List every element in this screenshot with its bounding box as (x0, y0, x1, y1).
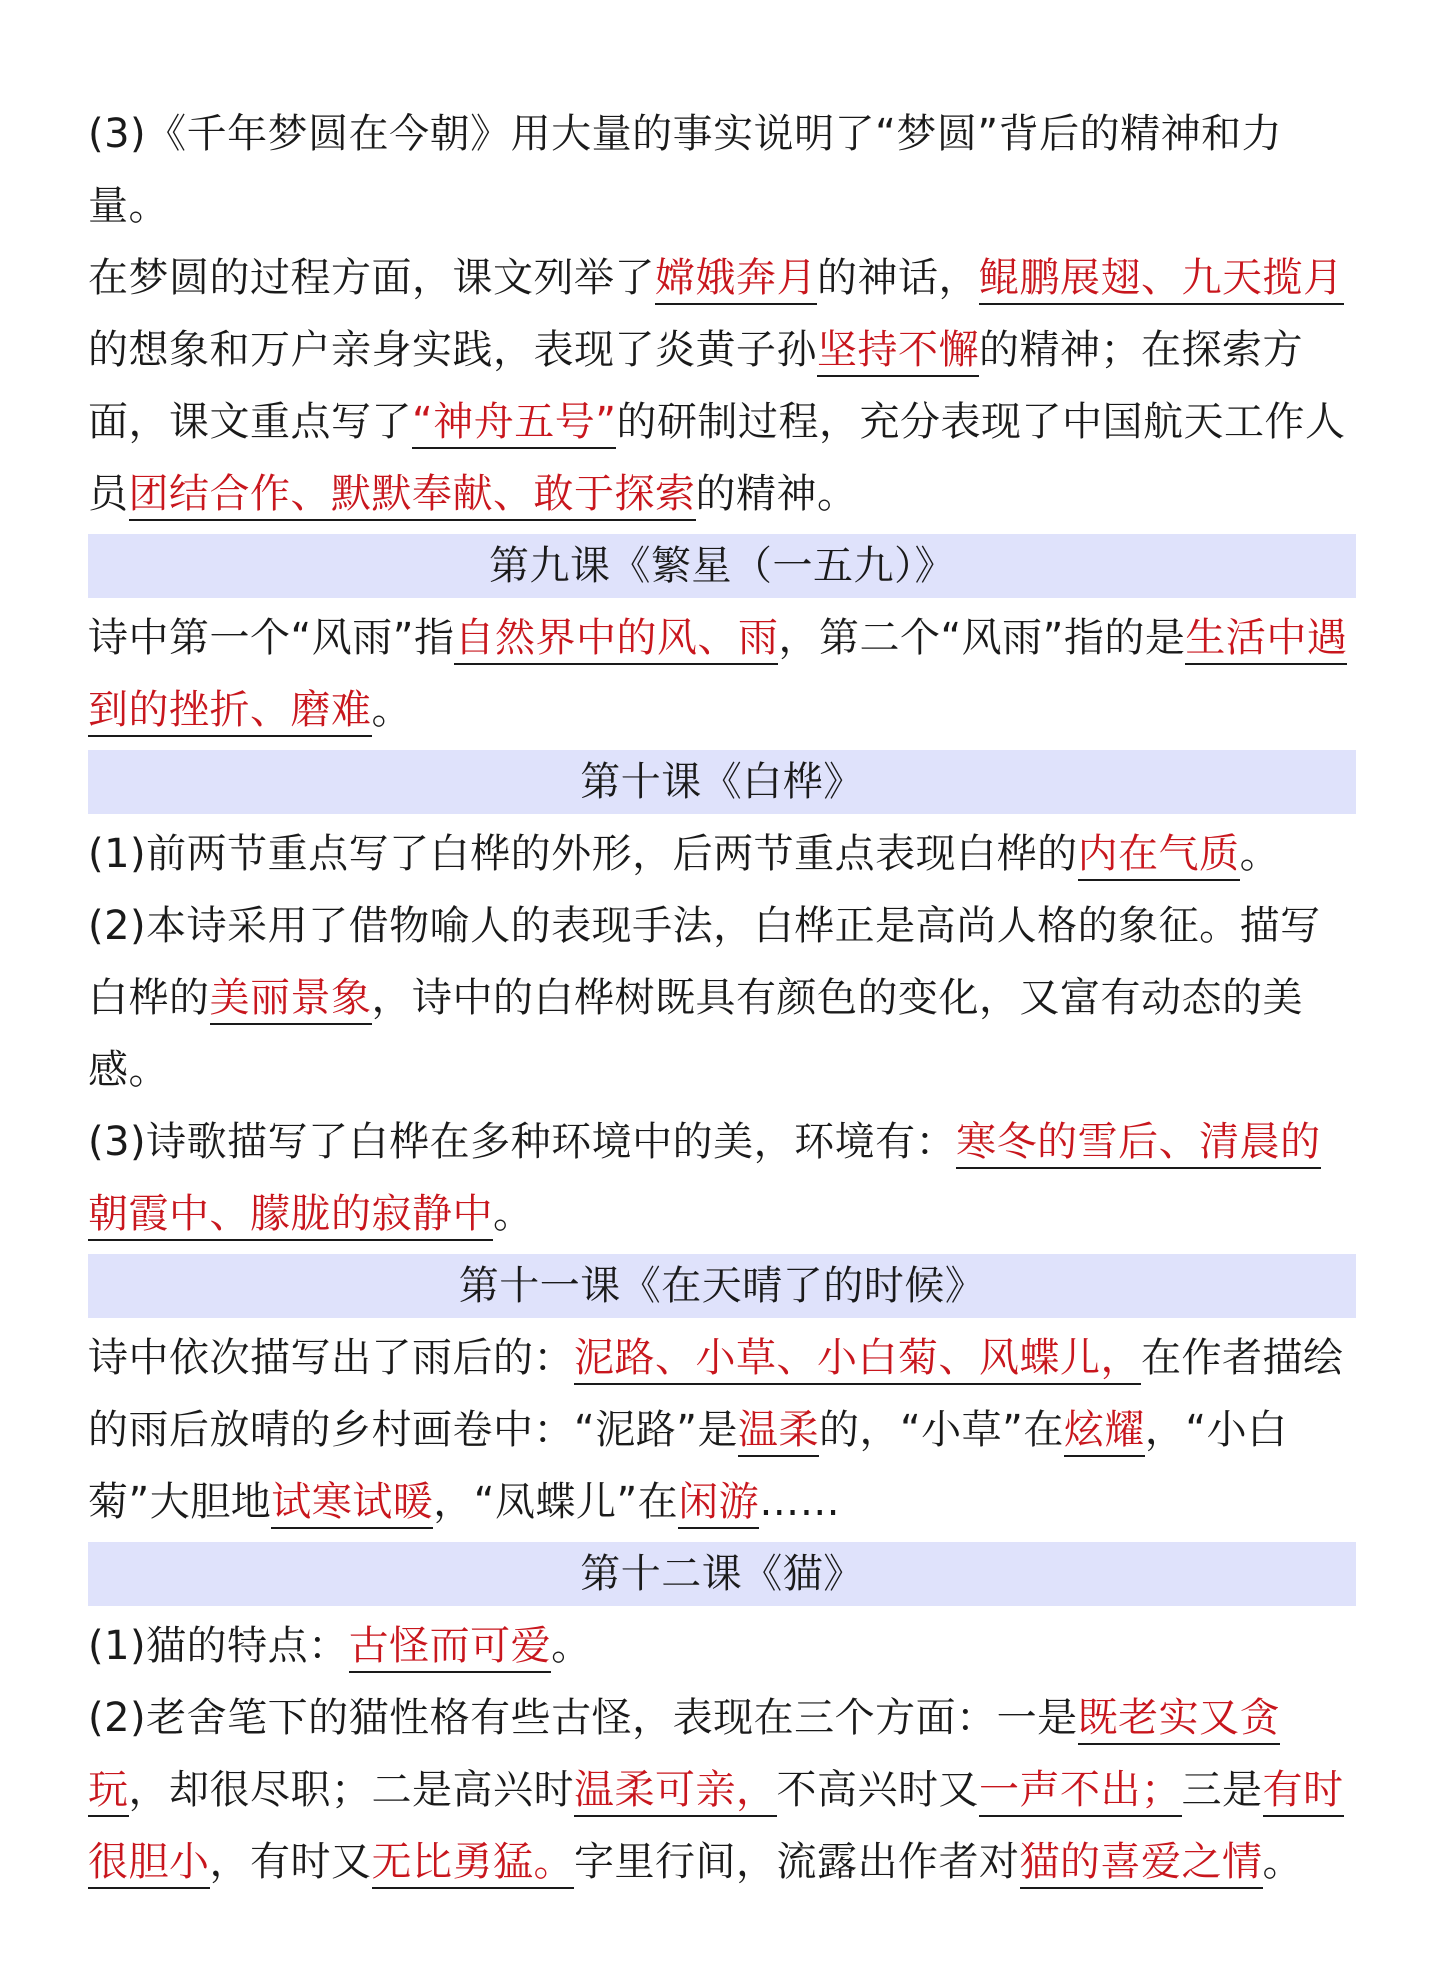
paragraph-lesson12-point2 (88, 1682, 1356, 1898)
text: 的，“小草”在 (818, 1407, 1064, 1453)
answer-highlight: 试寒试暖 (271, 1479, 433, 1529)
answer-highlight: 美丽景象 (210, 975, 372, 1025)
section-heading-lesson10: 第十课《白桦》 (88, 750, 1356, 814)
text: …… (759, 1479, 841, 1525)
answer-highlight: 炫耀 (1064, 1407, 1145, 1457)
paragraph-lesson8-point3: (3)《千年梦圆在今朝》用大量的事实说明了“梦圆”背后的精神和力量。 (88, 111, 1283, 229)
answer-highlight: 温柔 (738, 1407, 819, 1457)
text: 三是 (1181, 1767, 1263, 1813)
answer-highlight: 鲲鹏展翅、九天揽月 (979, 255, 1344, 305)
text: 。 (1239, 831, 1281, 877)
paragraph-lesson8-process (88, 242, 1356, 530)
text: 的想象和万户亲身实践，表现了炎黄子孙 (88, 327, 817, 373)
text: ，第二个“风雨”指的是 (778, 615, 1186, 661)
text: ，诗中的白桦树既具有颜色的变化，又富有动态的美感。 (88, 975, 1303, 1093)
answer-highlight: 猫的喜爱之情 (1020, 1839, 1263, 1889)
answer-highlight: 自然界中的风、雨 (454, 615, 778, 665)
text: 。 (493, 1191, 534, 1237)
answer-highlight: “神舟五号” (412, 399, 616, 449)
paragraph-lesson9 (88, 602, 1356, 746)
text: 不高兴时又 (776, 1767, 979, 1813)
answer-highlight: 既老实又贪玩 (88, 1695, 1280, 1817)
section-heading-lesson12: 第十二课《猫》 (88, 1542, 1356, 1606)
section-heading-lesson9: 第九课《繁星（一五九）》 (88, 534, 1356, 598)
text: 。 (371, 687, 412, 733)
answer-highlight: 无比勇猛。 (372, 1839, 575, 1889)
text: 诗中第一个“风雨”指 (88, 615, 455, 661)
text: ，“小白菊”大胆地 (88, 1407, 1288, 1525)
paragraph-lesson10-point2 (88, 890, 1356, 1106)
text: ，“凤蝶儿”在 (433, 1479, 679, 1525)
answer-highlight: 有时很胆小 (88, 1767, 1344, 1889)
answer-highlight: 内在气质 (1078, 831, 1240, 881)
text: ，有时又 (209, 1839, 372, 1885)
text: 在作者描绘的雨后放晴的乡村画卷中：“泥路”是 (88, 1335, 1344, 1453)
text: 的精神。 (695, 471, 858, 517)
text: (2)本诗采用了借物喻人的表现手法，白桦正是高尚人格的象征。描写白桦的 (88, 903, 1321, 1021)
text: 字里行间，流露出作者对 (574, 1839, 1020, 1885)
answer-highlight: 古怪而可爱 (349, 1623, 552, 1673)
text: (2)老舍笔下的猫性格有些古怪，表现在三个方面：一是 (88, 1695, 1078, 1741)
text: 在梦圆的过程方面，课文列举了 (88, 255, 655, 301)
section-heading-lesson11: 第十一课《在天晴了的时候》 (88, 1254, 1356, 1318)
answer-highlight: 团结合作、默默奉献、敢于探索 (129, 471, 696, 521)
text: (1)前两节重点写了白桦的外形，后两节重点表现白桦的 (88, 831, 1078, 877)
paragraph-lesson10-point3 (88, 1106, 1356, 1250)
answer-highlight: 一声不出； (979, 1767, 1182, 1817)
answer-highlight: 生活中遇到的挫折、磨难 (88, 615, 1347, 737)
text: 的精神；在探索方面，课文重点写了 (88, 327, 1303, 445)
answer-highlight: 坚持不懈 (817, 327, 979, 377)
text: 的神话， (817, 255, 979, 301)
paragraph-lesson10-point1 (88, 818, 1356, 890)
text: (3)诗歌描写了白桦在多种环境中的美，环境有： (88, 1119, 957, 1165)
text: 。 (551, 1623, 592, 1669)
paragraph-lesson12-point1 (88, 1610, 1356, 1682)
answer-highlight: 闲游 (678, 1479, 759, 1529)
answer-highlight: 嫦娥奔月 (655, 255, 817, 305)
text: ，却很尽职；二是高兴时 (128, 1767, 574, 1813)
text: 的研制过程，充分表现了中国航天工作人员 (88, 399, 1346, 517)
text: (1)猫的特点： (88, 1623, 349, 1669)
answer-highlight: 寒冬的雪后、清晨的朝霞中、朦胧的寂静中 (88, 1119, 1321, 1241)
text: 诗中依次描写出了雨后的： (88, 1335, 574, 1381)
answer-highlight: 温柔可亲， (574, 1767, 777, 1817)
paragraph-lesson11 (88, 1322, 1356, 1538)
text: 。 (1262, 1839, 1303, 1885)
answer-highlight: 泥路、小草、小白菊、风蝶儿， (574, 1335, 1141, 1385)
